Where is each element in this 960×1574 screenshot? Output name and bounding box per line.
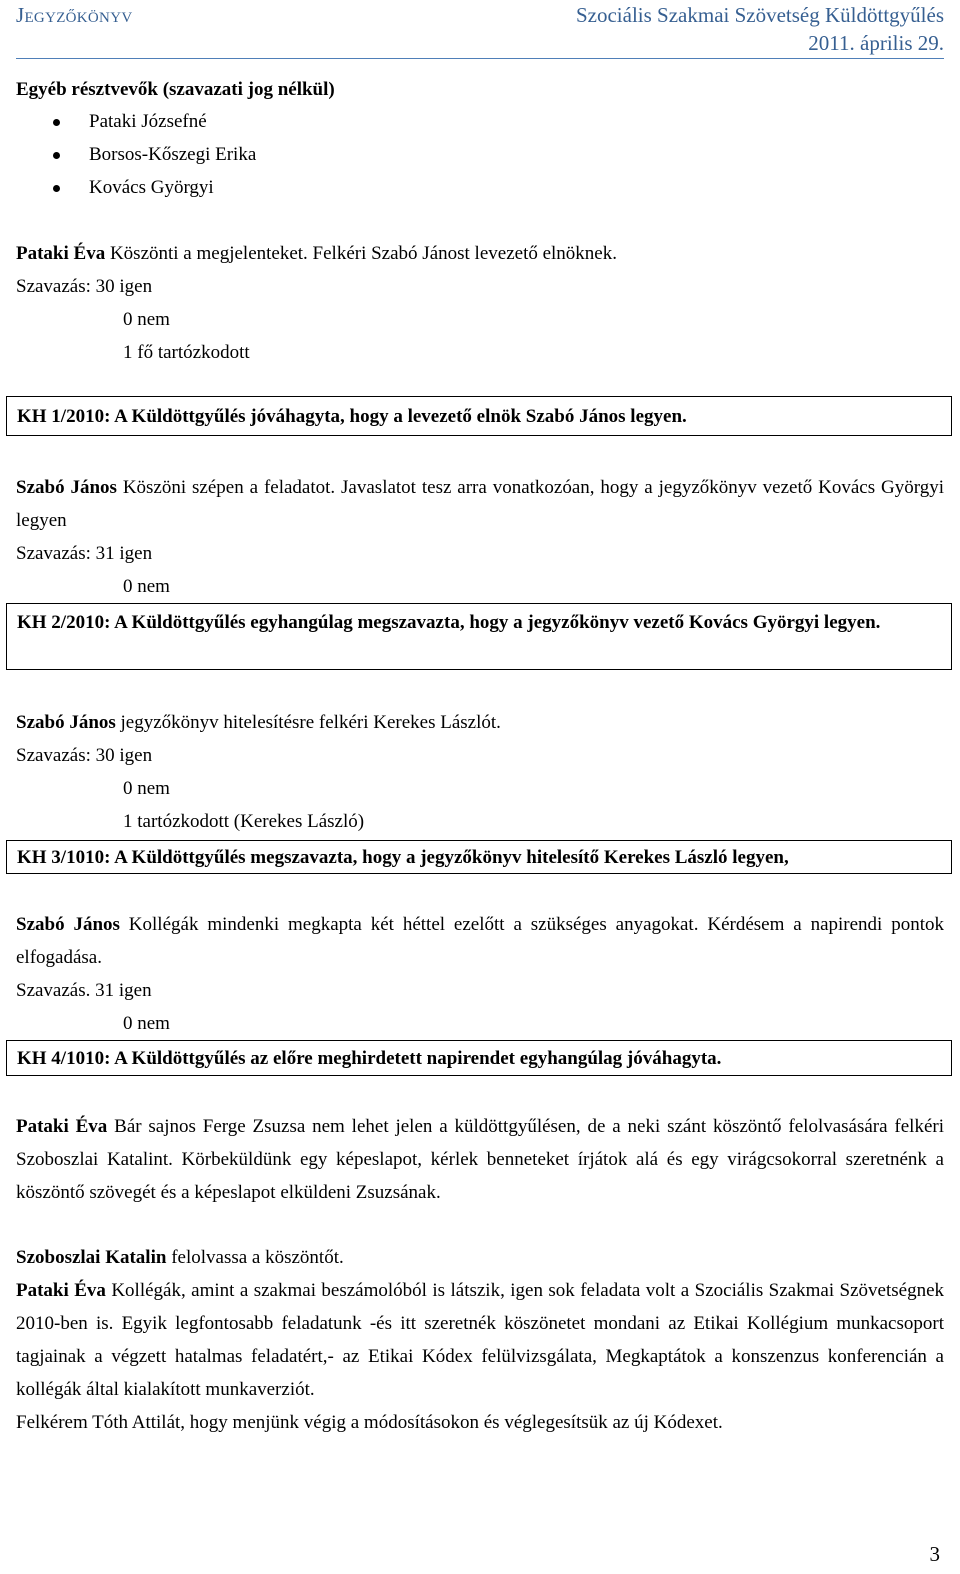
resolution-box-4: KH 4/1010: A Küldöttgyűlés az előre meghirdetett napirendet egyhangúlag jóváhagyta. — [6, 1040, 952, 1076]
section-secretary — [16, 471, 944, 603]
section-ethics — [16, 1274, 944, 1439]
page-header — [16, 0, 944, 59]
speaker-name: Pataki Éva — [16, 1116, 108, 1137]
paragraph: Pataki Éva Kollégák, amint a szakmai beszámolóból is látszik, igen sok feladata volt a Szociális Szakmai Szövetségnek 2010-ben is. Egyik legfontosabb feladatunk -és itt szeretnék köszönetet mondani az Etikai Kollégium munkacsoport tagjainak a végzett hatalmas feladatért,- az Etikai Kódex felülvizsgálata, Megkaptátok a konszenzus konferencián a kollégák által kialakított munkaverziót. — [16, 1280, 944, 1400]
header-event-title: Szociális Szakmai Szövetség Küldöttgyűlés — [575, 3, 944, 27]
speaker-name: Szabó János — [16, 914, 120, 935]
resolution-box-2: KH 2/2010: A Küldöttgyűlés egyhangúlag megszavazta, hogy a jegyzőkönyv vezető Kovács Györgyi legyen. — [6, 603, 952, 670]
vote-yes: Szavazás: 30 igen — [16, 745, 153, 766]
section-reading — [16, 1241, 944, 1274]
vote-no: 0 nem — [123, 1013, 170, 1034]
header-doc-type: Jegyzőkönyv — [16, 3, 133, 27]
section-opening — [16, 237, 944, 369]
vote-yes: Szavazás. 31 igen — [16, 980, 152, 1001]
speaker-name: Szabó János — [16, 712, 116, 733]
section-verifier — [16, 706, 944, 838]
participants-list — [16, 105, 256, 204]
paragraph: Szabó János jegyzőkönyv hitelesítésre felkéri Kerekes Lászlót. — [16, 712, 501, 733]
paragraph: Szabó János Köszöni szépen a feladatot. Javaslatot tesz arra vonatkozóan, hogy a jegyzőkönyv vezető Kovács Györgyi legyen — [16, 477, 944, 531]
vote-yes: Szavazás: 30 igen — [16, 276, 153, 297]
vote-abstain: 1 fő tartózkodott — [123, 342, 250, 363]
vote-no: 0 nem — [123, 778, 170, 799]
paragraph: Szabó János Kollégák mindenki megkapta két héttel ezelőtt a szükséges anyagokat. Kérdésem a napirendi pontok elfogadása. — [16, 914, 944, 968]
vote-no: 0 nem — [123, 309, 170, 330]
list-item: Borsos-Kőszegi Erika — [16, 138, 256, 171]
speaker-name: Szabó János — [16, 477, 117, 498]
vote-abstain: 1 tartózkodott (Kerekes László) — [123, 811, 365, 832]
speaker-name: Pataki Éva — [16, 243, 106, 264]
paragraph: Felkérem Tóth Attilát, hogy menjünk végig a módosításokon és véglegesítsük az új Kódexet. — [16, 1412, 723, 1433]
vote-yes: Szavazás: 31 igen — [16, 543, 153, 564]
resolution-box-1: KH 1/2010: A Küldöttgyűlés jóváhagyta, hogy a levezető elnök Szabó János legyen. — [6, 396, 952, 436]
speaker-name: Szoboszlai Katalin — [16, 1247, 167, 1268]
list-item: Pataki Józsefné — [16, 105, 256, 138]
section-greeting — [16, 1110, 944, 1209]
vote-no: 0 nem — [123, 576, 170, 597]
header-event-date: 2011. április 29. — [808, 31, 944, 55]
paragraph: Pataki Éva Bár sajnos Ferge Zsuzsa nem lehet jelen a küldöttgyűlésen, de a neki szánt köszöntő felolvasására felkéri Szoboszlai Katalint. Körbeküldünk egy képeslapot, kérlek benneteket írjátok alá és egy virágcsokorral szeretnénk a köszöntő szövegét és a képeslapot elküldeni Zsuzsának. — [16, 1116, 944, 1203]
section-agenda — [16, 908, 944, 1040]
paragraph: Szoboszlai Katalin felolvassa a köszöntőt. — [16, 1247, 344, 1268]
page-number: 3 — [929, 1542, 940, 1566]
speaker-name: Pataki Éva — [16, 1280, 106, 1301]
list-item: Kovács Györgyi — [16, 171, 256, 204]
header-event — [576, 1, 944, 57]
paragraph: Pataki Éva Köszönti a megjelenteket. Felkéri Szabó Jánost levezető elnöknek. — [16, 243, 617, 264]
resolution-box-3: KH 3/1010: A Küldöttgyűlés megszavazta, hogy a jegyzőkönyv hitelesítő Kerekes László legyen, — [6, 840, 952, 874]
participants-heading: Egyéb résztvevők (szavazati jog nélkül) — [16, 79, 335, 100]
